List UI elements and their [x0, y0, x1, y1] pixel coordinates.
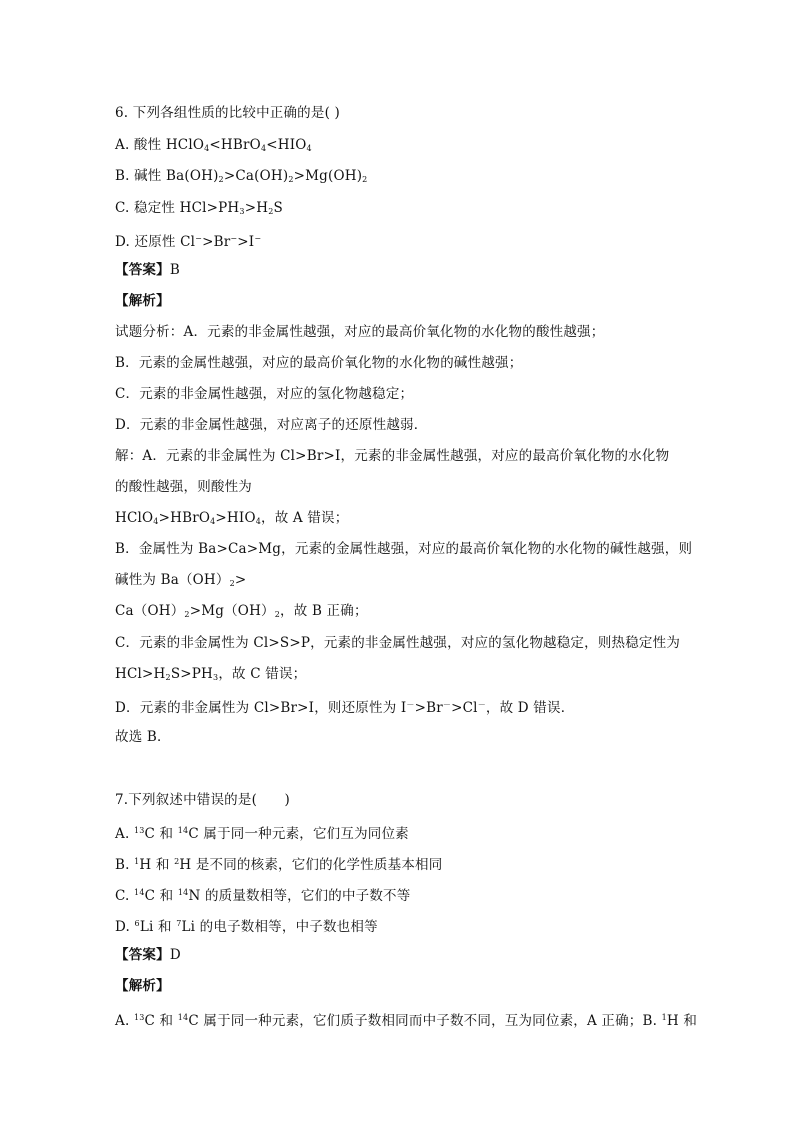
q6-analysis-label: 【解析】 [115, 293, 170, 309]
q6-solution-a: $HClO_4>HBrO_4>HIO_4$，故 A 错误； [115, 510, 349, 526]
q6-solution-c: C．元素的非金属性为 Cl>S>P，元素的非金属性越强，对应的氢化物越稳定，则热稳定性为 [115, 635, 681, 651]
q6-solution-b-cont: 碱性为 $Ba(OH)_2>$ [115, 572, 247, 588]
q7-question: 7.下列叙述中错误的是( ) [115, 792, 290, 808]
q7-option-a: A. $^{13}$C 和 $^{14}$C 属于同一种元素，它们互为同位素 [115, 826, 409, 842]
answer-label: 【答案】 [115, 262, 170, 278]
q7-answer [115, 946, 181, 964]
q6-question: 6. 下列各组性质的比较中正确的是( ) [115, 105, 340, 121]
q7-analysis-label: 【解析】 [115, 978, 170, 994]
q6-solution-d: D．元素的非金属性为 Cl>Br>I，则还原性为 I－>Br－>Cl－，故 D 错误． [115, 700, 575, 716]
q6-option-b: B. 碱性 $Ba(OH)_2>Ca(OH)_2>Mg(OH)_2$ [115, 168, 368, 184]
q7-analysis-line: A. $^{13}$C 和 $^{14}$C 属于同一种元素，它们质子数相同而中子数不同，互为同位素，A 正确；B. $^1$H 和 [115, 1013, 698, 1029]
q6-analysis-line: D．元素的非金属性越强，对应离子的还原性越弱． [115, 417, 428, 433]
q6-answer [115, 261, 180, 279]
q7-option-b: B. $^1$H 和 $^2$H 是不同的核素，它们的化学性质基本相同 [115, 857, 443, 873]
q6-option-a: A. 酸性 $HClO_4<HBrO_4<HIO_4$ [115, 137, 312, 153]
q6-solution-b-cont: $Ca(OH)_2>Mg(OH)_2$，故 B 正确； [115, 603, 368, 619]
q6-analysis-line: C．元素的非金属性越强，对应的氢化物越稳定； [115, 386, 414, 402]
q6-option-c: C. 稳定性 $HCl>PH_3>H_2S$ [115, 200, 283, 216]
q6-conclusion: 故选 B． [115, 729, 171, 745]
q6-analysis-line: 试题分析：A．元素的非金属性越强，对应的最高价氧化物的水化物的酸性越强； [115, 324, 605, 340]
answer-value: D [169, 947, 181, 963]
answer-label: 【答案】 [115, 947, 170, 963]
q6-solution-c-cont: $HCl>H_2S>PH_3$，故 C 错误； [115, 666, 307, 682]
q6-solution-line: 解：A．元素的非金属性为 Cl>Br>I，元素的非金属性越强，对应的最高价氧化物的水化物 [115, 448, 670, 464]
q7-option-c: C. $^{14}$C 和 $^{14}$N 的质量数相等，它们的中子数不等 [115, 888, 411, 904]
q6-solution-b: B．金属性为 Ba>Ca>Mg，元素的金属性越强，对应的最高价氧化物的水化物的碱性越强，则 [115, 541, 693, 557]
q6-option-d: D. 还原性 Cl−>Br−>I− [115, 234, 262, 250]
q6-analysis-line: B．元素的金属性越强，对应的最高价氧化物的水化物的碱性越强； [115, 355, 523, 371]
q6-solution-line: 的酸性越强，则酸性为 [115, 479, 252, 495]
answer-value: B [169, 262, 180, 278]
q7-option-d: D. $^6$Li 和 $^7$Li 的电子数相等，中子数也相等 [115, 919, 378, 935]
